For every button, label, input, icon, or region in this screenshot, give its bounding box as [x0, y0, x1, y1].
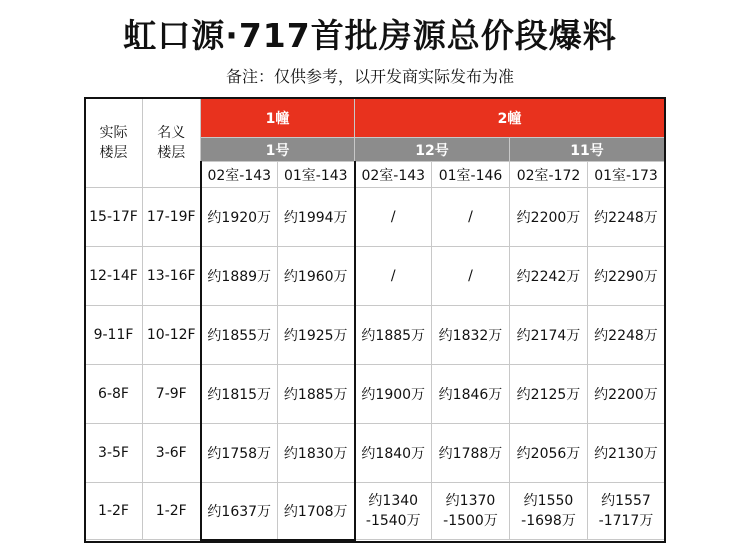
table-row	[85, 247, 665, 306]
nominal-floor-cell: 3-6F	[143, 424, 201, 483]
room-header: 01室-173	[588, 162, 665, 188]
price-cell: 约1960万	[278, 247, 355, 306]
actual-floor-cell: 1-2F	[85, 483, 143, 540]
actual-floor-cell: 3-5F	[85, 424, 143, 483]
price-cell: 约1370 -1500万	[432, 483, 510, 540]
price-cell: 约2056万	[510, 424, 588, 483]
price-cell: /	[432, 188, 510, 247]
page-title: 虹口源·717首批房源总价段爆料	[123, 16, 617, 55]
price-cell: 约2125万	[510, 365, 588, 424]
page-subtitle: 备注：仅供参考，以开发商实际发布为准	[225, 67, 514, 86]
price-cell: 约1815万	[201, 365, 278, 424]
actual-floor-cell: 15-17F	[85, 188, 143, 247]
nominal-floor-cell: 10-12F	[143, 306, 201, 365]
table-row	[85, 365, 665, 424]
unit-12-header: 12号	[355, 138, 510, 162]
room-header: 02室-143	[201, 162, 278, 188]
table-row	[85, 188, 665, 247]
room-header: 02室-172	[510, 162, 588, 188]
room-header: 01室-146	[432, 162, 510, 188]
building-2-header: 2幢	[355, 98, 665, 138]
price-table	[84, 97, 665, 541]
price-cell: 约2200万	[510, 188, 588, 247]
price-cell: /	[355, 188, 432, 247]
table-row	[85, 306, 665, 365]
price-cell: 约2290万	[588, 247, 665, 306]
price-cell: 约1885万	[355, 306, 432, 365]
room-header: 01室-143	[278, 162, 355, 188]
nominal-floor-cell: 13-16F	[143, 247, 201, 306]
price-cell: 约1637万	[201, 483, 278, 540]
actual-floor-cell: 9-11F	[85, 306, 143, 365]
nominal-floor-cell: 17-19F	[143, 188, 201, 247]
nominal-floor-cell: 1-2F	[143, 483, 201, 540]
actual-floor-cell: 12-14F	[85, 247, 143, 306]
price-cell: 约1920万	[201, 188, 278, 247]
price-cell: 约1855万	[201, 306, 278, 365]
nominal-floor-header: 名义 楼层	[143, 98, 201, 188]
price-cell: 约1885万	[278, 365, 355, 424]
nominal-floor-cell: 7-9F	[143, 365, 201, 424]
price-cell: 约2130万	[588, 424, 665, 483]
price-cell: 约1788万	[432, 424, 510, 483]
price-cell: 约1889万	[201, 247, 278, 306]
actual-floor-cell: 6-8F	[85, 365, 143, 424]
unit-1-header: 1号	[201, 138, 355, 162]
price-cell: 约1846万	[432, 365, 510, 424]
price-cell: 约1900万	[355, 365, 432, 424]
table-row	[85, 424, 665, 483]
building-1-header: 1幢	[201, 98, 355, 138]
price-cell: 约1840万	[355, 424, 432, 483]
price-cell: 约1550 -1698万	[510, 483, 588, 540]
price-cell: 约1758万	[201, 424, 278, 483]
price-cell: 约1925万	[278, 306, 355, 365]
price-cell: 约2248万	[588, 306, 665, 365]
price-cell: 约1708万	[278, 483, 355, 540]
price-cell: 约1557 -1717万	[588, 483, 665, 540]
price-cell: 约2174万	[510, 306, 588, 365]
price-cell: 约2248万	[588, 188, 665, 247]
price-cell: 约1830万	[278, 424, 355, 483]
table-row	[85, 483, 665, 540]
price-cell: /	[355, 247, 432, 306]
price-cell: 约2242万	[510, 247, 588, 306]
price-cell: 约1832万	[432, 306, 510, 365]
price-cell: 约1994万	[278, 188, 355, 247]
room-header: 02室-143	[355, 162, 432, 188]
price-cell: /	[432, 247, 510, 306]
actual-floor-header: 实际 楼层	[85, 98, 143, 188]
unit-11-header: 11号	[510, 138, 665, 162]
price-cell: 约2200万	[588, 365, 665, 424]
price-cell: 约1340 -1540万	[355, 483, 432, 540]
